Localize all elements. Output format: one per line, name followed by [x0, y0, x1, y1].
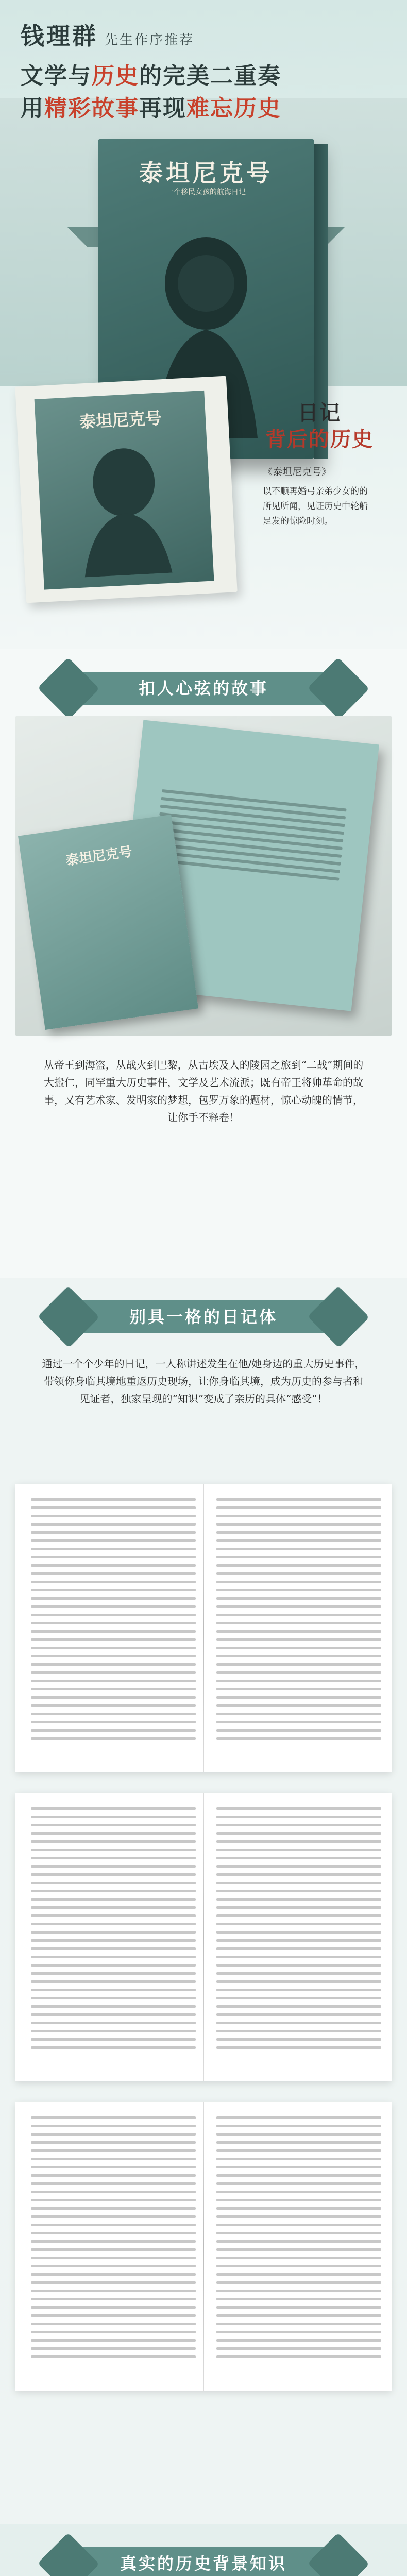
intro-text: 以不顺再婚弓亲弟少女的的所见所闻，见证历史中轮船足发的惊险时刻。	[263, 486, 368, 527]
page-spread-1	[15, 1484, 392, 1772]
spread-gutter	[203, 2102, 204, 2391]
section-banner	[62, 665, 345, 712]
section-heading: 别具一格的日记体	[129, 1307, 278, 1327]
intro-card	[21, 361, 386, 629]
series-logo-line1: 日记	[298, 401, 341, 425]
spread-gutter	[203, 1793, 204, 2081]
tagline-1-highlight: 历史	[92, 63, 139, 89]
section-heading: 扣人心弦的故事	[138, 679, 268, 698]
tagline-2-highlight: 难忘历史	[186, 95, 281, 122]
hero-tagline-2	[21, 93, 386, 124]
book-front-photo	[18, 815, 198, 1030]
book-photo-collage	[15, 716, 392, 1036]
series-logo-line2: 背后的历史	[265, 427, 374, 451]
intro-book-title: 《泰坦尼克号》	[263, 466, 332, 478]
tagline-2-highlight: 精彩故事	[44, 95, 139, 122]
tagline-1-part: 与	[68, 63, 92, 89]
book-photo-title: 泰坦尼克号	[79, 408, 162, 432]
tagline-2-part: 再现	[139, 95, 186, 122]
book-cover-subtitle: 一个移民女孩的航海日记	[166, 188, 246, 196]
section-text: 从帝王到海盗，从战火到巴黎，从古埃及人的陵园之旅到“二战”期间的大搬仁，同罕重大历史事件，文学及艺术流派；既有帝王将帅革命的故事，又有艺术家、发明家的梦想，包罗万象的题材，惊心动魄的情节，让你手不释卷！	[43, 1059, 364, 1124]
diary-section	[0, 1278, 407, 2524]
section-banner	[62, 2540, 345, 2576]
history-section	[0, 2524, 407, 2576]
spread-right-page	[216, 2116, 381, 2364]
book-photo-cover	[35, 391, 214, 590]
hero-section	[0, 0, 407, 649]
spread-gutter	[203, 1484, 204, 1772]
spread-left-page	[31, 1498, 196, 1745]
hero-author-suffix: 先生作序推荐	[105, 32, 195, 48]
hero-author: 钱理群	[21, 22, 98, 50]
hero-tagline-1	[21, 61, 386, 91]
hero-author-line	[21, 18, 386, 52]
book-photo	[15, 376, 237, 603]
page-spread-2	[15, 1793, 392, 2081]
tagline-2-part: 用	[21, 95, 44, 122]
spread-left-page	[31, 1807, 196, 2055]
story-section	[0, 649, 407, 1278]
intro-description	[263, 464, 376, 529]
book-front-title: 泰坦尼克号	[64, 844, 133, 869]
back-cover-text	[154, 789, 347, 886]
page-spread-3	[15, 2102, 392, 2391]
section-text: 通过一个个少年的日记，一人称讲述发生在他/她身边的重大历史事件，带领你身临其境地重返历史现场，让你身临其境，成为历史的参与者和见证者，独家呈现的“知识”变成了亲历的具体“感受”！	[42, 1358, 365, 1405]
section-heading: 真实的历史背景知识	[120, 2554, 287, 2573]
tagline-1-part: 文学	[21, 63, 68, 89]
book-cover-title: 泰坦尼克号	[139, 159, 273, 187]
tagline-1-part: 的完美二重奏	[139, 63, 281, 89]
series-logo	[263, 397, 376, 452]
spread-right-page	[216, 1498, 381, 1745]
girl-silhouette-illustration	[67, 438, 182, 578]
section-banner	[62, 1293, 345, 1341]
spread-right-page	[216, 1807, 381, 2055]
spread-left-page	[31, 2116, 196, 2364]
